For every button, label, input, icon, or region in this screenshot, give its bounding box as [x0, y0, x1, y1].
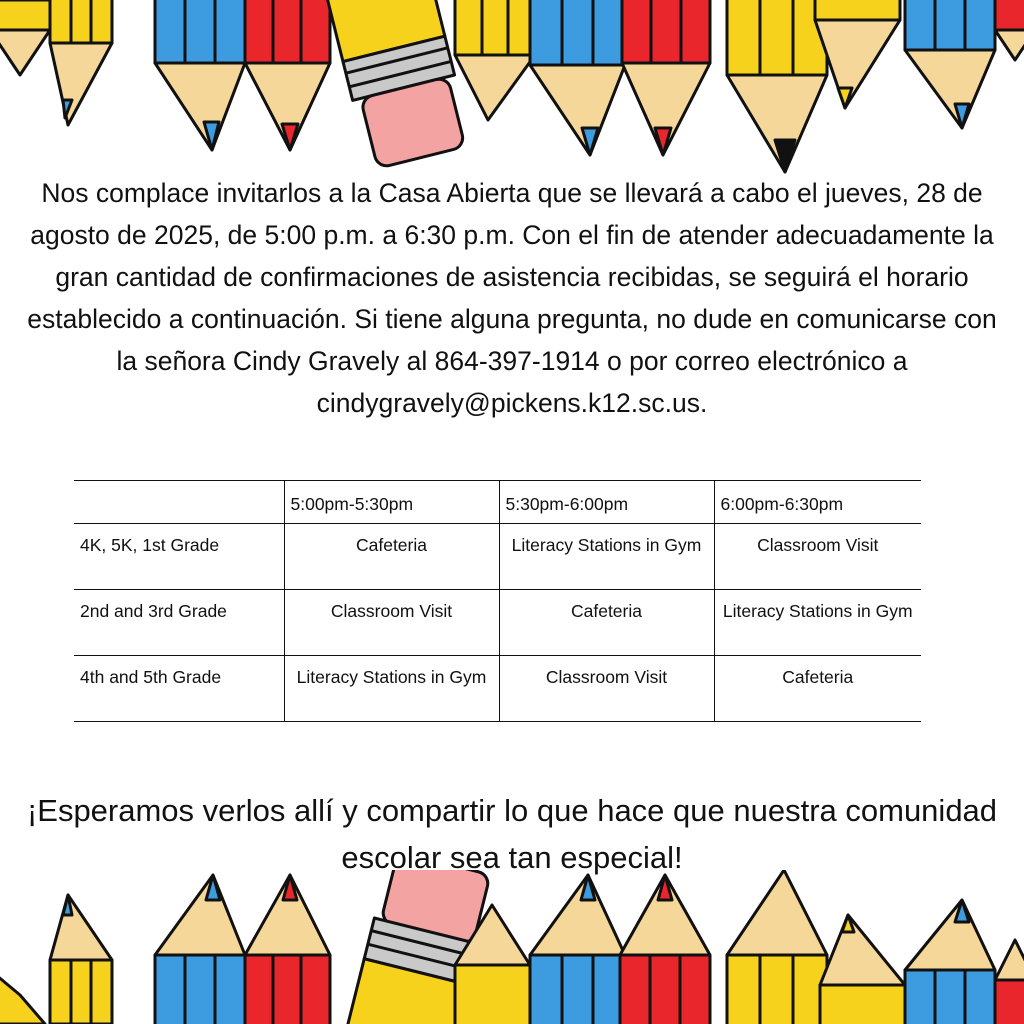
location-cell: Cafeteria — [499, 590, 714, 656]
location-cell: Classroom Visit — [284, 590, 499, 656]
pencil-icon — [622, 0, 710, 155]
table-row — [74, 590, 921, 656]
closing-text: ¡Esperamos verlos allí y compartir lo que hace que nuestra comunidad escolar sea tan especial! — [26, 793, 998, 875]
location-cell: Classroom Visit — [714, 524, 921, 590]
schedule-table — [74, 480, 921, 722]
pencil-icon — [727, 0, 827, 172]
header-cell — [74, 481, 284, 524]
pencil-icon — [727, 870, 827, 1024]
pencil-icon — [905, 0, 995, 128]
pencil-icon — [905, 900, 995, 1024]
header-cell: 5:00pm-5:30pm — [284, 481, 499, 524]
pencil-icon — [620, 875, 710, 1024]
header-cell: 6:00pm-6:30pm — [714, 481, 921, 524]
pencil-icon — [995, 0, 1024, 60]
pencil-icon — [50, 895, 112, 1024]
pencil-icon — [530, 0, 625, 155]
invitation-text: Nos complace invitarlos a la Casa Abierta que se llevará a cabo el jueves, 28 de agosto de 2025, de 5:00 p.m. a 6:30 p.m. Con el fin de atender adecuadamente la gran cantidad de confirmaciones de asistencia recibidas, se seguirá el horario establecido a continuación. Si tiene alguna pregunta, no dude en comunicarse con la señora Cindy Gravely al 864-397-1914 o por correo electrónico a cindygravely@pickens.k12.sc.us. — [27, 178, 997, 418]
location-cell: Literacy Stations in Gym — [499, 524, 714, 590]
grade-cell: 4th and 5th Grade — [74, 656, 284, 722]
pencil-icon — [455, 0, 535, 120]
pencil-icon — [995, 940, 1024, 1024]
header-cell: 5:30pm-6:00pm — [499, 481, 714, 524]
pencil-icon — [245, 0, 330, 150]
table-row — [74, 524, 921, 590]
pencil-icon — [820, 915, 905, 1024]
location-cell: Cafeteria — [714, 656, 921, 722]
pencil-icon — [0, 970, 45, 1024]
table-header-row — [74, 481, 921, 524]
grade-cell: 4K, 5K, 1st Grade — [74, 524, 284, 590]
pencil-icon — [530, 875, 625, 1024]
pencil-border-top-icon — [0, 0, 1024, 175]
pencil-icon — [815, 0, 900, 108]
pencil-icon — [155, 875, 245, 1024]
pencil-border-bottom-icon — [0, 870, 1024, 1024]
pencil-icon — [155, 0, 245, 150]
location-cell: Literacy Stations in Gym — [714, 590, 921, 656]
pencil-icon — [0, 0, 50, 75]
location-cell: Literacy Stations in Gym — [284, 656, 499, 722]
table-row — [74, 656, 921, 722]
pencil-icon — [50, 0, 112, 125]
pencil-icon — [245, 875, 330, 1024]
pencil-eraser-icon — [327, 0, 472, 170]
location-cell: Classroom Visit — [499, 656, 714, 722]
grade-cell: 2nd and 3rd Grade — [74, 590, 284, 656]
location-cell: Cafeteria — [284, 524, 499, 590]
